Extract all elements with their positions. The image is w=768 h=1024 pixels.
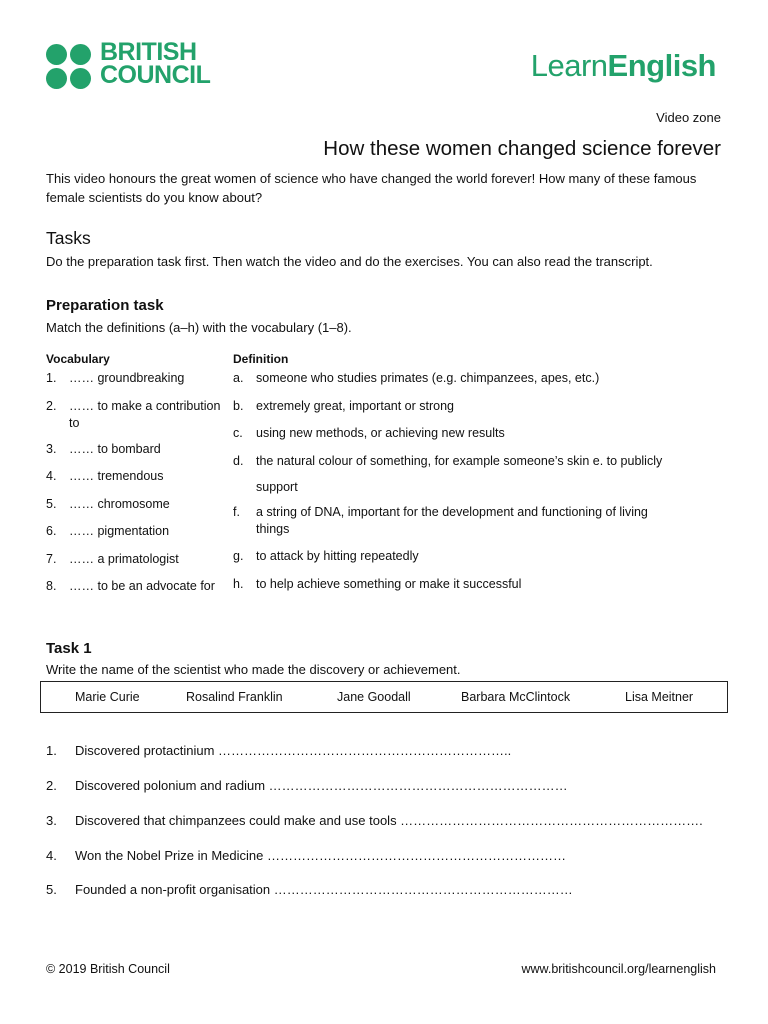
learnenglish-logo: LearnEnglish [530,48,716,83]
definition-header: Definition [233,352,289,366]
footer-url-link[interactable]: www.britishcouncil.org/learnenglish [521,962,716,976]
task1-instruction: Write the name of the scientist who made the discovery or achievement. [46,662,461,677]
scientist-name: Jane Goodall [337,690,411,704]
tasks-instructions: Do the preparation task first. Then watch the video and do the exercises. You can also read the transcript. [46,254,653,269]
section-label: Video zone [656,110,721,125]
scientist-name: Barbara McClintock [461,690,571,704]
page-title: How these women changed science forever [323,137,721,160]
vocabulary-header: Vocabulary [46,352,110,366]
footer-copyright: © 2019 British Council [46,962,170,976]
preparation-instruction: Match the definitions (a–h) with the vocabulary (1–8). [46,320,352,335]
task1-heading: Task 1 [46,640,92,657]
scientist-name: Lisa Meitner [625,690,694,704]
scientist-name: Rosalind Franklin [186,690,283,704]
tasks-heading: Tasks [46,228,91,248]
british-council-logo-text: BRITISH COUNCIL [100,38,211,89]
intro-paragraph: This video honours the great women of science who have changed the world forever! How many of these famous female scientists do you know about? [46,171,697,205]
scientist-names-box [40,681,728,713]
scientist-name: Marie Curie [75,690,140,704]
british-council-logo-mark [46,44,92,90]
preparation-heading: Preparation task [46,297,164,314]
